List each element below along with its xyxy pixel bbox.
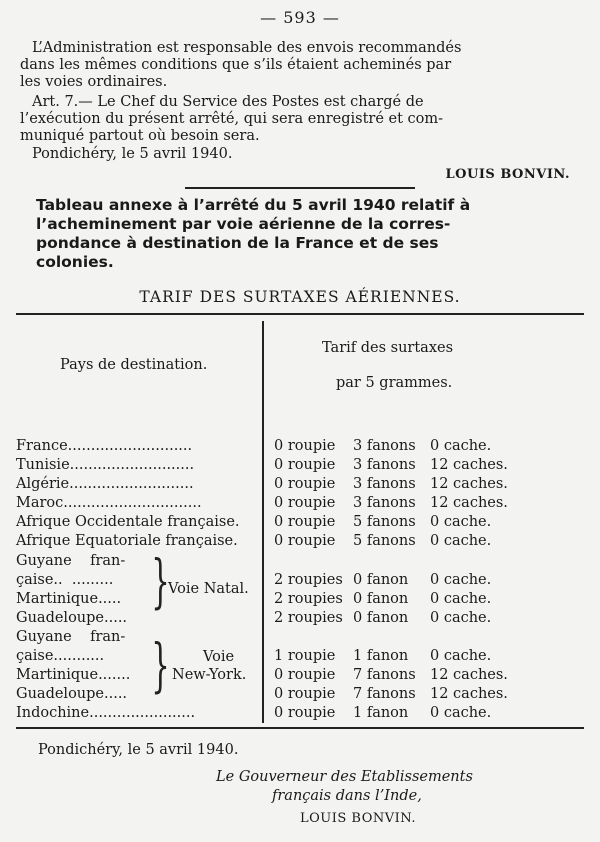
divider-top xyxy=(185,187,415,189)
roupie-cell: 0 roupie xyxy=(274,686,336,702)
cache-cell: 12 caches. xyxy=(430,476,508,492)
roupie-cell: 0 roupie xyxy=(274,457,336,473)
signature-1: LOUIS BONVIN. xyxy=(445,167,570,182)
roupie-cell: 0 roupie xyxy=(274,438,336,454)
roupie-cell: 0 roupie xyxy=(274,667,336,683)
table-bottom-rule xyxy=(16,727,584,729)
column-header-destination: Pays de destination. xyxy=(60,357,208,373)
country-cell: çaise........... xyxy=(16,648,105,664)
table-row xyxy=(16,572,584,591)
fanon-cell: 5 fanons xyxy=(353,533,416,549)
roupie-cell: 0 roupie xyxy=(274,476,336,492)
table-row xyxy=(16,553,584,572)
cache-cell: 0 cache. xyxy=(430,648,492,664)
heading-line-1: Tableau annexe à l’arrêté du 5 avril 1940 relatif à xyxy=(36,196,471,214)
column-header-tarif-line-2: par 5 grammes. xyxy=(336,375,453,391)
table-row xyxy=(16,476,584,495)
fanon-cell: 3 fanons xyxy=(353,438,416,454)
fanon-cell: 3 fanons xyxy=(353,476,416,492)
country-cell: Afrique Equatoriale française. xyxy=(16,533,238,549)
cache-cell: 0 cache. xyxy=(430,572,492,588)
intro-line-3: les voies ordinaires. xyxy=(20,74,168,90)
fanon-cell: 3 fanons xyxy=(353,495,416,511)
roupie-cell: 0 roupie xyxy=(274,705,336,721)
fanon-cell: 0 fanon xyxy=(353,591,409,607)
article-7-paragraph xyxy=(20,94,580,145)
fanon-cell: 7 fanons xyxy=(353,667,416,683)
table-row xyxy=(16,648,584,667)
roupie-cell: 0 roupie xyxy=(274,514,336,530)
country-cell: çaise.. ......... xyxy=(16,572,114,588)
brace-new-york: } xyxy=(151,631,170,699)
fanon-cell: 7 fanons xyxy=(353,686,416,702)
roupie-cell: 0 roupie xyxy=(274,533,336,549)
cache-cell: 12 caches. xyxy=(430,667,508,683)
governor-title-line-2: français dans l’Inde, xyxy=(272,788,422,804)
cache-cell: 0 cache. xyxy=(430,705,492,721)
article-line-1: Art. 7.— Le Chef du Service des Postes est chargé de xyxy=(32,94,424,110)
table-row xyxy=(16,705,584,724)
roupie-cell: 2 roupies xyxy=(274,610,343,626)
intro-paragraph xyxy=(20,40,580,91)
fanon-cell: 5 fanons xyxy=(353,514,416,530)
table-row xyxy=(16,686,584,705)
article-line-2: l’exécution du présent arrêté, qui sera enregistré et com- xyxy=(20,111,444,127)
country-cell: France........................... xyxy=(16,438,193,454)
country-cell: Tunisie........................... xyxy=(16,457,195,473)
cache-cell: 12 caches. xyxy=(430,686,508,702)
fanon-cell: 1 fanon xyxy=(353,705,409,721)
roupie-cell: 2 roupies xyxy=(274,591,343,607)
article-line-3: muniqué partout où besoin sera. xyxy=(20,128,260,144)
roupie-cell: 1 roupie xyxy=(274,648,336,664)
dateline-1 xyxy=(20,146,580,163)
table-row xyxy=(16,457,584,476)
governor-name: LOUIS BONVIN. xyxy=(300,811,416,826)
dateline-1-text: Pondichéry, le 5 avril 1940. xyxy=(32,146,233,162)
table-row xyxy=(16,629,584,648)
governor-title-line-1: Le Gouverneur des Etablissements xyxy=(216,769,473,785)
cache-cell: 12 caches. xyxy=(430,457,508,473)
country-cell: Guyane fran- xyxy=(16,629,126,645)
tarif-title: TARIF DES SURTAXES AÉRIENNES. xyxy=(139,288,461,306)
voie-ny-label-2: New-York. xyxy=(172,667,247,683)
table-row xyxy=(16,610,584,629)
table-row xyxy=(16,533,584,552)
country-cell: Algérie........................... xyxy=(16,476,194,492)
roupie-cell: 2 roupies xyxy=(274,572,343,588)
cache-cell: 12 caches. xyxy=(430,495,508,511)
country-cell: Guadeloupe..... xyxy=(16,610,128,626)
intro-line-1: L’Administration est responsable des envois recommandés xyxy=(32,40,462,56)
heading-line-2: l’acheminement par voie aérienne de la corres- xyxy=(36,215,451,233)
voie-natal-label: Voie Natal. xyxy=(168,581,249,597)
table-row xyxy=(16,495,584,514)
country-cell: Martinique..... xyxy=(16,591,122,607)
dateline-2: Pondichéry, le 5 avril 1940. xyxy=(38,742,239,758)
heading-line-3: pondance à destination de la France et de ses xyxy=(36,234,439,252)
annex-heading xyxy=(20,196,580,272)
cache-cell: 0 cache. xyxy=(430,591,492,607)
table-top-rule xyxy=(16,313,584,315)
country-cell: Martinique....... xyxy=(16,667,131,683)
fanon-cell: 1 fanon xyxy=(353,648,409,664)
cache-cell: 0 cache. xyxy=(430,438,492,454)
intro-line-2: dans les mêmes conditions que s’ils étaient acheminés par xyxy=(20,57,452,73)
fanon-cell: 0 fanon xyxy=(353,572,409,588)
column-header-tarif-line-1: Tarif des surtaxes xyxy=(322,340,454,356)
cache-cell: 0 cache. xyxy=(430,610,492,626)
page-number: — 593 — xyxy=(260,8,340,27)
table-row xyxy=(16,667,584,686)
country-cell: Afrique Occidentale française. xyxy=(16,514,240,530)
country-cell: Indochine....................... xyxy=(16,705,196,721)
table-row xyxy=(16,438,584,457)
country-cell: Guadeloupe..... xyxy=(16,686,128,702)
voie-ny-label-1: Voie xyxy=(203,649,235,665)
table-row xyxy=(16,514,584,533)
brace-natal: } xyxy=(151,547,170,615)
country-cell: Maroc.............................. xyxy=(16,495,202,511)
country-cell: Guyane fran- xyxy=(16,553,126,569)
fanon-cell: 3 fanons xyxy=(353,457,416,473)
roupie-cell: 0 roupie xyxy=(274,495,336,511)
table-row xyxy=(16,591,584,610)
heading-line-4: colonies. xyxy=(36,253,114,271)
fanon-cell: 0 fanon xyxy=(353,610,409,626)
cache-cell: 0 cache. xyxy=(430,533,492,549)
cache-cell: 0 cache. xyxy=(430,514,492,530)
